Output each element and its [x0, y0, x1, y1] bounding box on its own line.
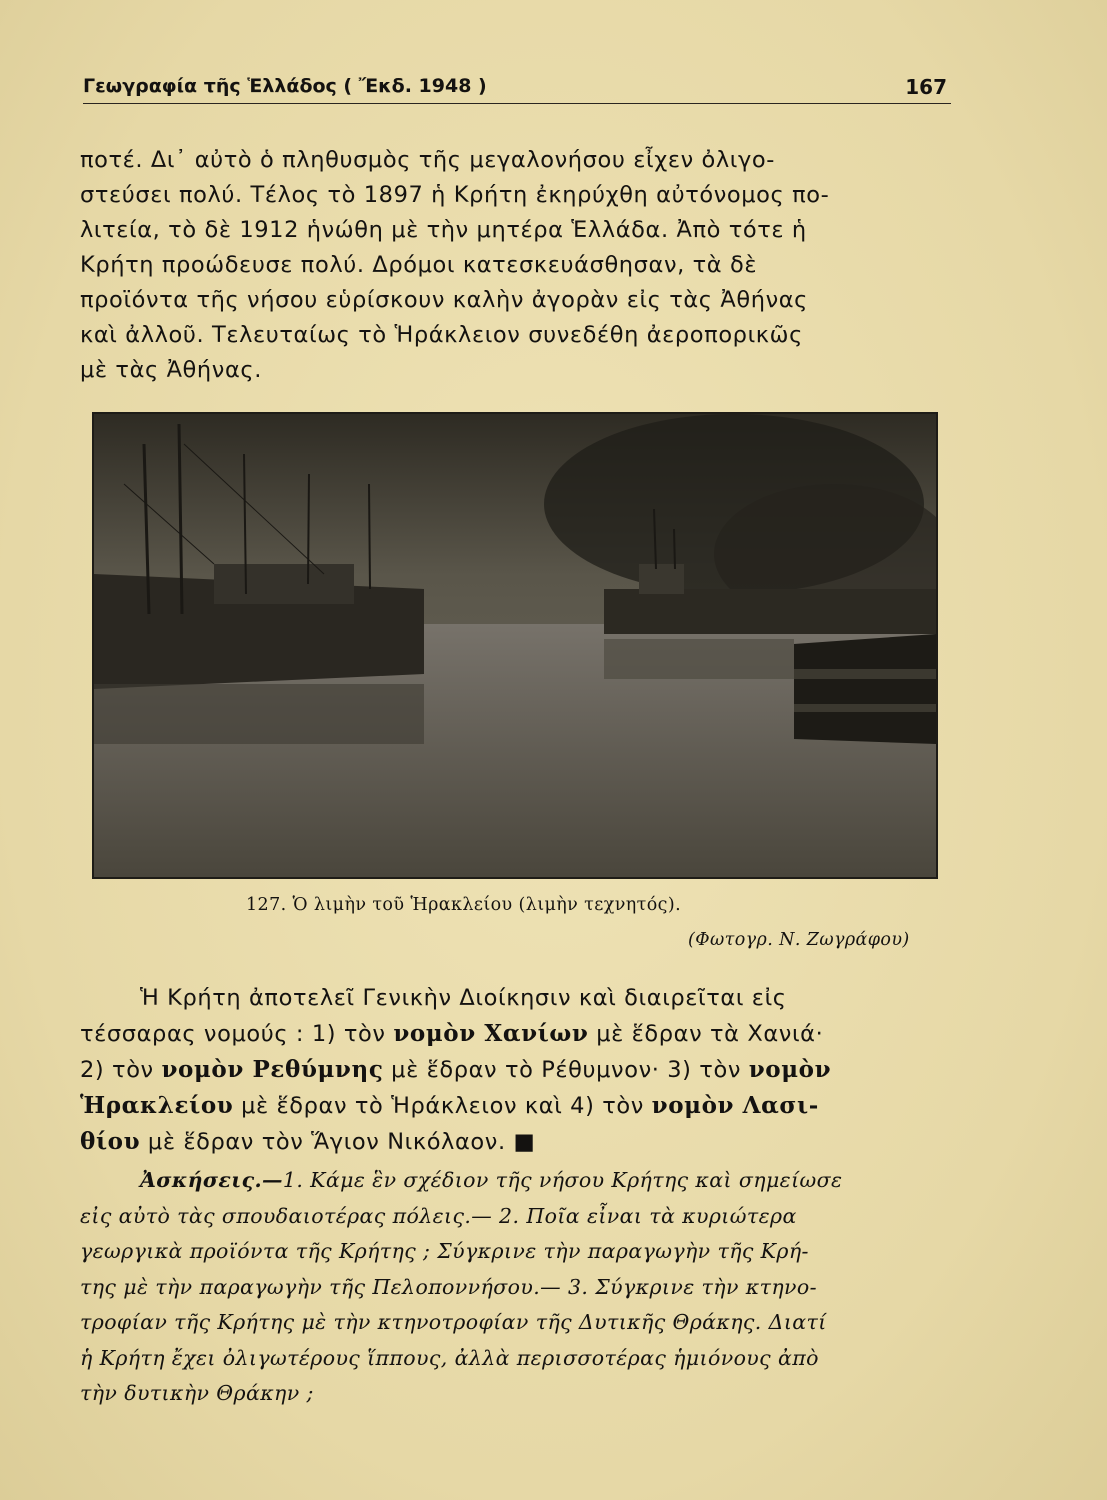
text-line: ἡ Κρήτη ἔχει ὀλιγωτέρους ἵππους, ἀλλὰ περισσοτέρας ἡμιόνους ἀπὸ: [80, 1345, 819, 1370]
exercises-heading: Ἀσκήσεις.—: [140, 1168, 283, 1192]
text-run: 1. Κάμε ἓν σχέδιον τῆς νήσου Κρήτης καὶ σημείωσε: [282, 1168, 843, 1192]
text-line: εἰς αὐτὸ τὰς σπουδαιοτέρας πόλεις.— 2. Ποῖα εἶναι τὰ κυριώτερα: [80, 1203, 797, 1228]
text-run: 2) τὸν: [80, 1057, 162, 1083]
harbor-photograph: [92, 412, 938, 879]
text-line: Κρήτη προώδευσε πολύ. Δρόμοι κατεσκευάσθησαν, τὰ δὲ: [80, 252, 758, 278]
bold-term: νομὸν Λασι-: [651, 1092, 819, 1119]
text-line: γεωργικὰ προϊόντα τῆς Κρήτης ; Σύγκρινε τὴν παραγωγὴν τῆς Κρή-: [80, 1239, 809, 1263]
paragraph-administration: [80, 981, 948, 1160]
text-line: καὶ ἀλλοῦ. Τελευταίως τὸ Ἡράκλειον συνεδέθη ἀεροπορικῶς: [80, 322, 803, 348]
text-line: λιτεία, τὸ δὲ 1912 ἡνώθη μὲ τὴν μητέρα Ἑλλάδα. Ἀπὸ τότε ἡ: [80, 217, 807, 243]
text-run: μὲ ἕδραν τὸ Ρέθυμνον· 3) τὸν: [383, 1057, 749, 1083]
text-line: ποτέ. Δι᾿ αὐτὸ ὁ πληθυσμὸς τῆς μεγαλονήσου εἶχεν ὀλιγο-: [80, 147, 776, 173]
text-line: τροφίαν τῆς Κρήτης μὲ τὴν κτηνοτροφίαν τῆς Δυτικῆς Θράκης. Διατί: [80, 1310, 827, 1334]
text-run: μὲ ἕδραν τὰ Χανιά·: [588, 1021, 824, 1047]
text-line: [80, 1016, 948, 1052]
text-line: προϊόντα τῆς νήσου εὑρίσκουν καλὴν ἀγορὰν εἰς τὰς Ἀθήνας: [80, 287, 808, 313]
text-run: μὲ ἕδραν τὸν Ἅγιον Νικόλαον. ■: [140, 1129, 536, 1155]
text-line: [80, 1088, 948, 1124]
text-line: Ἡ Κρήτη ἀποτελεῖ Γενικὴν Διοίκησιν καὶ διαιρεῖται εἰς: [140, 985, 787, 1011]
figure-caption: 127. Ὁ λιμὴν τοῦ Ἡρακλείου (λιμὴν τεχνητός).: [246, 895, 682, 915]
text-line: στεύσει πολύ. Τέλος τὸ 1897 ἡ Κρήτη ἐκηρύχθη αὐτόνομος πο-: [80, 182, 830, 208]
bold-term: νομὸν Χανίων: [393, 1020, 589, 1047]
text-line: μὲ τὰς Ἀθήνας.: [80, 357, 262, 383]
bold-term: νομὸν: [748, 1056, 832, 1083]
bold-term: νομὸν Ρεθύμνης: [161, 1056, 384, 1083]
running-head-title: Γεωγραφία τῆς Ἑλλάδος ( Ἔκδ. 1948 ): [83, 75, 487, 97]
running-head: [83, 73, 951, 104]
text-run: μὲ ἕδραν τὸ Ἡράκλειον καὶ 4) τὸν: [233, 1093, 652, 1119]
text-run: τέσσαρας νομούς : 1) τὸν: [80, 1021, 394, 1047]
page-number: 167: [905, 75, 947, 99]
bold-term: θίου: [80, 1128, 141, 1155]
text-line: τὴν δυτικὴν Θράκην ;: [80, 1381, 314, 1405]
text-line: [80, 1163, 948, 1199]
text-line: [80, 1124, 948, 1160]
photo-credit: (Φωτογρ. Ν. Ζωγράφου): [688, 930, 910, 950]
text-line: της μὲ τὴν παραγωγὴν τῆς Πελοποννήσου.— 3. Σύγκρινε τὴν κτηνο-: [80, 1274, 817, 1299]
bold-term: Ἡρακλείου: [80, 1092, 234, 1119]
paragraph-crete-history: [80, 143, 948, 388]
text-line: [80, 1052, 948, 1088]
harbor-photo-illustration: [94, 414, 936, 877]
exercises-section: [80, 1163, 948, 1412]
